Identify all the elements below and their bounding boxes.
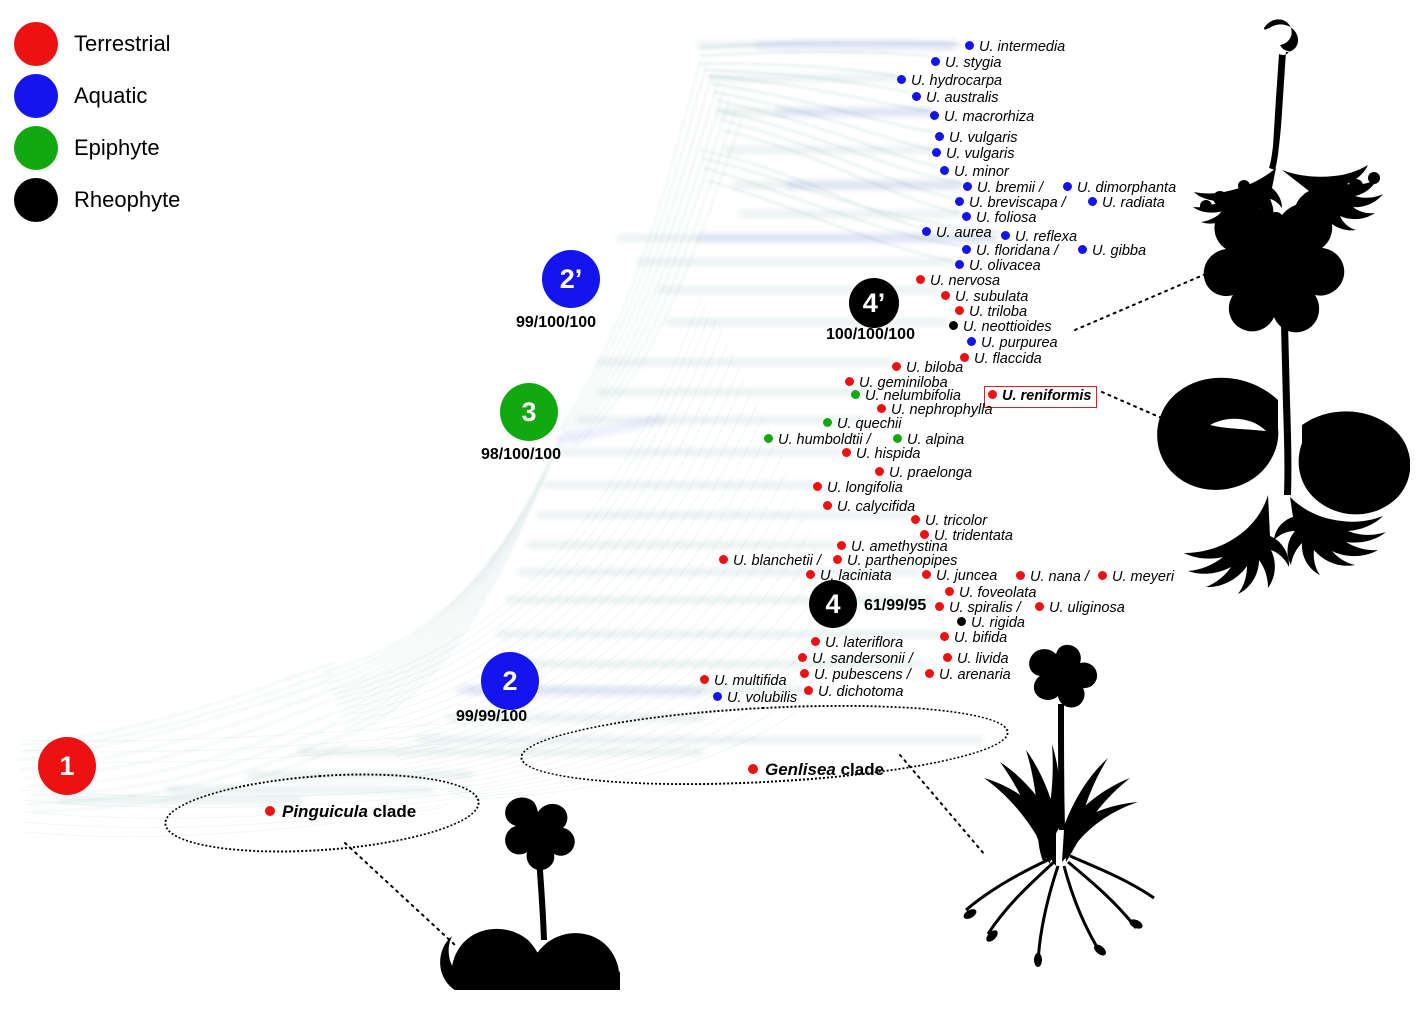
- taxon-label: [965, 40, 1065, 55]
- leader-line-reniformis: [1102, 392, 1212, 440]
- clade-label-genlisea-clade: [748, 760, 884, 780]
- taxon-label: [940, 631, 1007, 646]
- taxon-label: [957, 616, 1025, 631]
- tip-state-dot-terrestrial: [833, 555, 842, 564]
- tip-state-dot-rheophyte: [949, 321, 958, 330]
- tip-state-dot-terrestrial: [719, 555, 728, 564]
- taxon-label: [897, 74, 1002, 89]
- node-support-values-4: 61/99/95: [864, 597, 927, 614]
- clade-word: clade: [367, 802, 417, 821]
- tip-state-dot-terrestrial: [845, 377, 854, 386]
- node-support-values-3: 98/100/100: [481, 446, 562, 463]
- tip-state-dot-aquatic: [1078, 245, 1087, 254]
- tip-state-dot-aquatic: [713, 692, 722, 701]
- taxon-label: [800, 668, 911, 683]
- taxon-name: U. hispida: [856, 446, 921, 462]
- legend-item-rheophyte: [14, 174, 284, 226]
- taxon-name: U. intermedia: [979, 39, 1066, 55]
- legend-item-terrestrial: [14, 18, 284, 70]
- taxon-label: [932, 147, 1015, 162]
- node-circle-4: [809, 580, 857, 628]
- taxon-name: U. multifida: [714, 673, 787, 689]
- taxon-name: U. rigida: [971, 615, 1025, 631]
- taxon-name: U. purpurea: [981, 335, 1058, 351]
- legend-dot-epiphyte: [14, 126, 58, 170]
- leader-line-genlisea: [900, 755, 985, 855]
- taxon-name: U. arenaria: [939, 667, 1011, 683]
- tip-state-dot-terrestrial: [798, 653, 807, 662]
- tip-state-dot-aquatic: [955, 197, 964, 206]
- legend-label-rheophyte: Rheophyte: [74, 187, 181, 212]
- tip-state-dot-terrestrial: [916, 275, 925, 284]
- taxon-label: [1035, 601, 1125, 616]
- node-support-values-2: 99/99/100: [456, 708, 528, 725]
- node-circle-3: [500, 383, 558, 441]
- tip-state-dot-aquatic: [922, 227, 931, 236]
- tip-state-dot-terrestrial: [823, 501, 832, 510]
- taxon-name: U. breviscapa /: [969, 195, 1066, 211]
- tip-state-dot-terrestrial: [988, 390, 997, 399]
- taxon-name: U. floridana /: [976, 243, 1059, 259]
- taxon-name: U. uliginosa: [1049, 600, 1125, 616]
- tip-state-dot-aquatic: [1063, 182, 1072, 191]
- taxon-name: U. nervosa: [930, 273, 1001, 289]
- tip-state-dot-aquatic: [962, 212, 971, 221]
- taxon-name: U. dimorphanta: [1077, 180, 1177, 196]
- taxon-name: U. aurea: [936, 225, 992, 241]
- taxon-name: U. vulgaris: [949, 130, 1018, 146]
- tip-state-dot-terrestrial: [1016, 571, 1025, 580]
- tip-state-dot-aquatic: [932, 148, 941, 157]
- taxon-name: U. minor: [954, 164, 1009, 180]
- taxon-label: [813, 481, 903, 496]
- tip-state-dot-aquatic: [955, 260, 964, 269]
- taxon-name: U. tridentata: [934, 528, 1013, 544]
- leader-line-aquatic: [1075, 255, 1250, 330]
- taxon-label: [962, 244, 1058, 259]
- tip-state-dot-terrestrial: [945, 587, 954, 596]
- taxon-label: [798, 652, 913, 667]
- taxon-name: U. bifida: [954, 630, 1008, 646]
- taxon-label: [1078, 244, 1146, 259]
- node-circle-4p: [849, 278, 899, 328]
- tip-state-dot-terrestrial: [911, 515, 920, 524]
- taxon-label: [912, 91, 999, 106]
- taxon-name: U. calycifida: [837, 499, 916, 515]
- legend-dot-rheophyte: [14, 178, 58, 222]
- node-label: 2’: [559, 263, 583, 294]
- tip-state-dot-aquatic: [962, 245, 971, 254]
- taxon-label: [719, 554, 821, 569]
- taxon-label: [811, 636, 903, 651]
- tip-state-dot-epiphyte: [764, 434, 773, 443]
- taxon-name: U. biloba: [906, 360, 964, 376]
- taxon-label: [823, 500, 915, 515]
- leader-line-pinguicula: [345, 843, 455, 945]
- clade-label-pinguicula-clade: [265, 802, 416, 822]
- taxon-name: U. flaccida: [974, 351, 1042, 367]
- legend-dot-aquatic: [14, 74, 58, 118]
- taxon-label: [911, 514, 987, 529]
- tip-state-dot-terrestrial: [1098, 571, 1107, 580]
- taxon-name: U. humboldtii /: [778, 432, 871, 448]
- taxon-label: [833, 554, 957, 569]
- taxon-name: U. nelumbifolia: [865, 388, 961, 404]
- taxon-name: U. pubescens /: [814, 667, 911, 683]
- illustration-aquatic-utricularia: [1160, 10, 1410, 240]
- clade-state-dot: [265, 806, 275, 816]
- taxon-label: [960, 352, 1042, 367]
- tip-state-dot-aquatic: [967, 337, 976, 346]
- taxon-name: U. sandersonii /: [812, 651, 913, 667]
- taxon-label: [1098, 570, 1174, 585]
- tip-state-dot-terrestrial: [811, 637, 820, 646]
- taxon-label: [806, 569, 892, 584]
- taxon-label: [955, 259, 1041, 274]
- taxon-label: [1063, 181, 1176, 196]
- tip-state-dot-terrestrial: [922, 570, 931, 579]
- taxon-label: [700, 674, 787, 689]
- tip-state-dot-terrestrial: [940, 632, 949, 641]
- tip-state-dot-aquatic: [912, 92, 921, 101]
- tip-state-dot-aquatic: [931, 57, 940, 66]
- node-label: 2: [502, 665, 518, 696]
- taxon-name: U. parthenopipes: [847, 553, 958, 569]
- node-label: 1: [59, 750, 75, 781]
- taxon-label: [941, 290, 1028, 305]
- tip-state-dot-terrestrial: [877, 404, 886, 413]
- taxon-label: [892, 361, 963, 376]
- tip-state-dot-terrestrial: [941, 291, 950, 300]
- tip-state-dot-terrestrial: [925, 669, 934, 678]
- legend: [14, 18, 284, 226]
- tip-state-dot-aquatic: [1088, 197, 1097, 206]
- taxon-label: [1088, 196, 1165, 211]
- tip-state-dot-terrestrial: [935, 602, 944, 611]
- tip-state-dot-terrestrial: [813, 482, 822, 491]
- tip-state-dot-terrestrial: [1035, 602, 1044, 611]
- taxon-label: [842, 447, 920, 462]
- taxon-name: U. laciniata: [820, 568, 892, 584]
- node-label: 4’: [862, 287, 886, 318]
- taxon-label: [945, 586, 1036, 601]
- taxon-label: [764, 433, 871, 448]
- tip-state-dot-epiphyte: [851, 390, 860, 399]
- node-label: 3: [521, 396, 537, 427]
- taxon-label: [943, 652, 1009, 667]
- taxon-name: U. spiralis /: [949, 600, 1021, 616]
- taxon-label: [962, 211, 1036, 226]
- taxon-name: U. subulata: [955, 289, 1029, 305]
- legend-dot-terrestrial: [14, 22, 58, 66]
- taxon-label: [984, 386, 1097, 408]
- taxon-name: U. nephrophylla: [891, 402, 993, 418]
- tip-state-dot-terrestrial: [700, 675, 709, 684]
- tip-state-dot-terrestrial: [920, 530, 929, 539]
- taxon-label: [967, 336, 1058, 351]
- taxon-label: [930, 110, 1034, 125]
- tip-state-dot-terrestrial: [955, 306, 964, 315]
- taxon-name: U. longifolia: [827, 480, 903, 496]
- legend-item-aquatic: [14, 70, 284, 122]
- taxon-name: U. meyeri: [1112, 569, 1175, 585]
- taxon-label: [823, 417, 901, 432]
- taxon-name: U. foliosa: [976, 210, 1037, 226]
- taxon-name: U. dichotoma: [818, 684, 904, 700]
- legend-item-epiphyte: [14, 122, 284, 174]
- taxon-label: [875, 466, 972, 481]
- taxon-name: U. livida: [957, 651, 1009, 667]
- taxon-label: [963, 181, 1043, 196]
- taxon-name: U. olivacea: [969, 258, 1041, 274]
- taxon-label: [955, 305, 1027, 320]
- taxon-label: [922, 569, 997, 584]
- clade-genus-name: Pinguicula: [282, 802, 368, 821]
- node-label: 4: [825, 588, 841, 619]
- tip-state-dot-rheophyte: [957, 617, 966, 626]
- tip-state-dot-aquatic: [1001, 231, 1010, 240]
- tip-state-dot-aquatic: [930, 111, 939, 120]
- clade-genus-name: Genlisea: [765, 760, 836, 779]
- taxon-name: U. gibba: [1092, 243, 1147, 259]
- taxon-name: U. geminiloba: [859, 375, 948, 391]
- node-circle-1: [38, 737, 96, 795]
- illustration-reniformis: [1150, 185, 1410, 625]
- taxon-name: U. australis: [926, 90, 999, 106]
- taxon-label: [922, 226, 992, 241]
- illustration-genlisea: [940, 640, 1160, 980]
- taxon-label: [1016, 570, 1089, 585]
- taxon-name: U. alpina: [907, 432, 965, 448]
- taxon-label: [916, 274, 1000, 289]
- taxon-name: U. juncea: [936, 568, 998, 584]
- taxon-name: U. bremii /: [977, 180, 1044, 196]
- tip-state-dot-terrestrial: [804, 686, 813, 695]
- tip-state-dot-aquatic: [963, 182, 972, 191]
- tip-state-dot-aquatic: [897, 75, 906, 84]
- taxon-name: U. radiata: [1102, 195, 1165, 211]
- taxon-label: [713, 691, 797, 706]
- taxon-name: U. vulgaris: [946, 146, 1015, 162]
- taxon-name: U. praelonga: [889, 465, 973, 481]
- node-circle-2: [481, 652, 539, 710]
- node-support-values-4p: 100/100/100: [826, 326, 915, 343]
- taxon-label: [935, 131, 1018, 146]
- taxon-label: [955, 196, 1066, 211]
- taxon-name: U. macrorhiza: [944, 109, 1035, 125]
- legend-label-epiphyte: Epiphyte: [74, 135, 160, 160]
- taxon-name: U. neottioides: [963, 319, 1052, 335]
- tip-state-dot-terrestrial: [875, 467, 884, 476]
- clade-word: clade: [835, 760, 885, 779]
- tip-state-dot-terrestrial: [943, 653, 952, 662]
- taxon-label: [925, 668, 1011, 683]
- taxon-label: [804, 685, 903, 700]
- taxon-name: U. foveolata: [959, 585, 1037, 601]
- taxon-name: U. blanchetii /: [733, 553, 821, 569]
- tip-state-dot-terrestrial: [800, 669, 809, 678]
- tip-state-dot-epiphyte: [893, 434, 902, 443]
- taxon-label: [940, 165, 1009, 180]
- taxon-name: U. nana /: [1030, 569, 1089, 585]
- taxon-name: U. reniformis: [1002, 388, 1092, 404]
- taxon-name: U. triloba: [969, 304, 1028, 320]
- tip-state-dot-terrestrial: [837, 541, 846, 550]
- clade-ellipse-genlisea-clade: [518, 694, 1010, 795]
- tip-state-dot-terrestrial: [806, 570, 815, 579]
- taxon-name: U. volubilis: [727, 690, 798, 706]
- node-circle-2p: [542, 250, 600, 308]
- clade-state-dot: [748, 764, 758, 774]
- taxon-name: U. reflexa: [1015, 229, 1078, 245]
- taxon-name: U. hydrocarpa: [911, 73, 1003, 89]
- legend-label-aquatic: Aquatic: [74, 83, 148, 108]
- tip-state-dot-aquatic: [940, 166, 949, 175]
- tip-state-dot-aquatic: [965, 41, 974, 50]
- taxon-name: U. lateriflora: [825, 635, 904, 651]
- tip-state-dot-aquatic: [935, 132, 944, 141]
- taxon-name: U. tricolor: [925, 513, 988, 529]
- taxon-name: U. stygia: [945, 55, 1002, 71]
- taxon-label: [949, 320, 1052, 335]
- tip-state-dot-terrestrial: [892, 362, 901, 371]
- legend-label-terrestrial: Terrestrial: [74, 31, 171, 56]
- taxon-label: [935, 601, 1021, 616]
- taxon-label: [931, 56, 1001, 71]
- taxon-name: U. amethystina: [851, 539, 948, 555]
- tip-state-dot-terrestrial: [842, 448, 851, 457]
- node-support-values-2p: 99/100/100: [516, 314, 597, 331]
- tip-state-dot-epiphyte: [823, 418, 832, 427]
- taxon-name: U. quechii: [837, 416, 902, 432]
